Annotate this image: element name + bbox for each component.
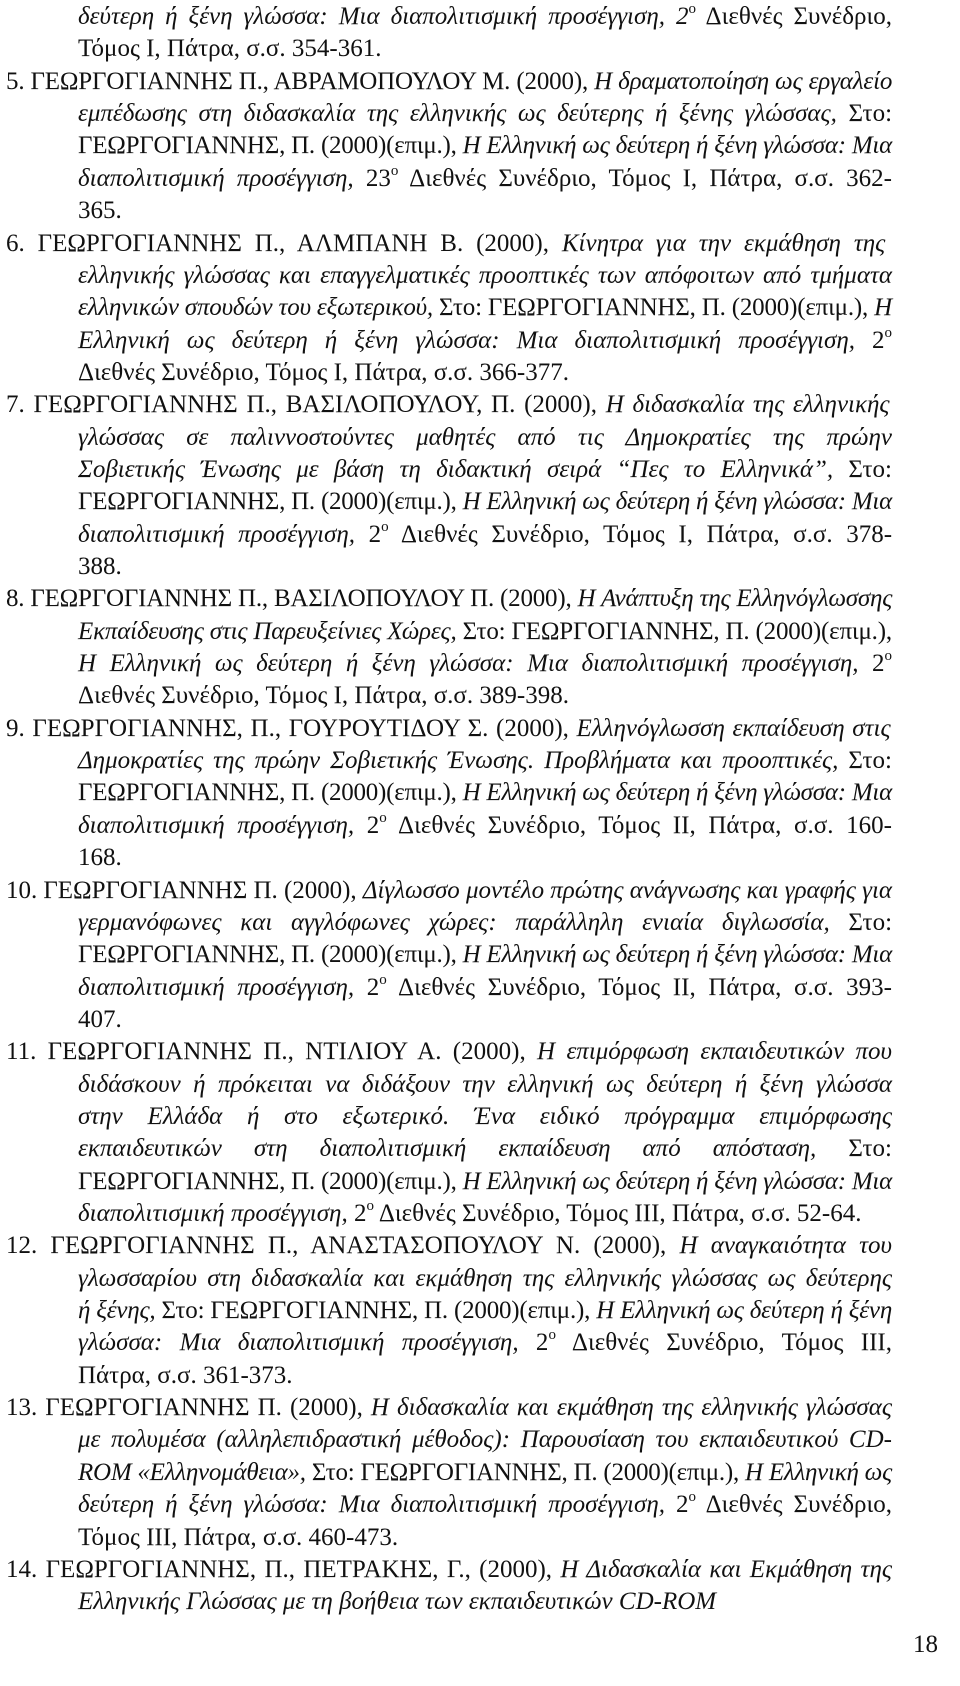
superscript: ο: [884, 324, 893, 341]
text-segment: Στο: ΓΕΩΡΓΟΓΙΑΝΝΗΣ, Π. (2000)(επιμ.),: [155, 1297, 597, 1324]
text-segment: 2: [355, 520, 382, 548]
italic-text: διαπολιτισμική προσέγγιση,: [78, 164, 354, 192]
text-line: [78, 2, 892, 32]
superscript: ο: [390, 162, 399, 179]
italic-text: Η επιμόρφωση εκπαιδευτικών που: [537, 1038, 893, 1066]
text-line: [78, 196, 122, 226]
italic-text: Η Ανάπτυξη της Ελληνόγλωσσης: [577, 585, 893, 613]
text-segment: Στο:: [816, 1135, 892, 1163]
text-segment: Τόμος ΙΙΙ, Πάτρα, σ.σ. 460-473.: [78, 1523, 399, 1551]
text-line: [78, 778, 892, 808]
superscript: ο: [548, 1327, 556, 1344]
superscript: ο: [379, 809, 387, 826]
text-line: [78, 649, 892, 679]
italic-text: δεύτερη ή ξένη γλώσσα: Μια διαπολιτισμική προσέγγιση,: [78, 1491, 665, 1519]
italic-text: ή ξένης,: [78, 1297, 156, 1324]
text-segment: Διεθνές Συνέδριο, Τόμος ΙΙ, Πάτρα, σ.σ. 160-: [386, 811, 892, 839]
italic-text: Δημοκρατίες της πρώην Σοβιετικής Ένωσης. Προβλήματα και προοπτικές,: [78, 747, 839, 775]
text-segment: Στο:: [829, 908, 893, 936]
text-segment: 12. ΓΕΩΡΓΟΓΙΑΝΝΗΣ Π., ΑΝΑΣΤΑΣΟΠΟΥΛΟΥ Ν. (2000),: [6, 1232, 680, 1260]
italic-text: Η Ελληνική ως δεύτερη ή ξένη γλώσσα: Μια: [462, 779, 892, 807]
text-segment: ΓΕΩΡΓΟΓΙΑΝΝΗΣ, Π. (2000)(επιμ.),: [78, 132, 463, 160]
italic-text: γλώσσα: Μια διαπολιτισμική προσέγγιση,: [78, 1329, 519, 1357]
text-line: [78, 1458, 892, 1488]
text-line: [78, 1167, 892, 1197]
italic-text: Η δραματοποίηση ως εργαλείο: [594, 67, 893, 95]
text-line: [6, 1393, 892, 1423]
text-segment: 6. ΓΕΩΡΓΟΓΙΑΝΝΗΣ Π., ΑΛΜΠΑΝΗ Β. (2000),: [6, 229, 562, 257]
text-line: [78, 131, 892, 161]
text-line: [6, 1037, 892, 1067]
superscript: ο: [381, 518, 389, 535]
text-segment: 365.: [78, 197, 122, 225]
text-line: [78, 293, 892, 323]
text-line: [78, 617, 892, 647]
text-segment: 407.: [78, 1005, 122, 1033]
text-line: [78, 326, 892, 356]
italic-text: ελληνικής γλώσσας και επαγγελματικές προοπτικές των απόφοιτων από τμήματα: [78, 261, 893, 289]
page-number: 18: [913, 1631, 938, 1658]
italic-text: Η Ελληνική ως δεύτερη ή ξένη γλώσσα: Μια διαπολιτισμική προσέγγιση,: [78, 650, 859, 677]
text-segment: Στο: ΓΕΩΡΓΟΓΙΑΝΝΗΣ, Π. (2000)(επιμ.),: [432, 294, 875, 322]
text-line: [6, 1231, 892, 1261]
text-segment: 388.: [78, 553, 122, 580]
text-segment: Στο:: [833, 455, 892, 483]
italic-text: εκπαιδευτικών στη διαπολιτισμική εκπαίδευση από απόσταση,: [78, 1135, 817, 1163]
text-line: [78, 1070, 892, 1100]
text-line: [78, 1199, 861, 1229]
text-line: [78, 423, 892, 453]
text-line: [78, 1490, 892, 1520]
superscript: ο: [688, 1, 696, 17]
text-segment: ΓΕΩΡΓΟΓΙΑΝΝΗΣ, Π. (2000)(επιμ.),: [78, 1167, 463, 1195]
text-segment: 8. ΓΕΩΡΓΟΓΙΑΝΝΗΣ Π., ΒΑΣΙΛΟΠΟΥΛΟΥ Π. (2000),: [6, 585, 578, 613]
italic-text: γλώσσας σε παλιννοστούντες μαθητές από τις Δημοκρατίες της πρώην: [78, 423, 892, 451]
italic-text: Η διδασκαλία της ελληνικής: [605, 391, 890, 419]
italic-text: με πολυμέσα (αλληλεπιδραστική μέθοδος): Παρουσίαση του εκπαιδευτικού CD-: [78, 1426, 892, 1454]
italic-text: Εκπαίδευσης στις Παρευξείνιες Χώρες,: [78, 617, 457, 645]
text-segment: 2: [854, 326, 885, 354]
italic-text: Η Ελληνική ως δεύτερη ή ξένη γλώσσα: Μια: [462, 1167, 892, 1195]
text-line: [6, 229, 885, 259]
italic-text: δεύτερη ή ξένη γλώσσα: Μια διαπολιτισμική προσέγγιση, 2: [78, 3, 689, 30]
text-segment: ΓΕΩΡΓΟΓΙΑΝΝΗΣ, Π. (2000)(επιμ.),: [78, 941, 463, 969]
text-line: [78, 908, 892, 938]
text-segment: Στο:: [838, 747, 892, 775]
superscript: ο: [884, 648, 893, 664]
text-segment: 2: [347, 1200, 367, 1227]
italic-text: διδάσκουν ή πρόκειται να διδάξουν την ελληνική ως δεύτερη ή ξένη γλώσσα: [78, 1070, 893, 1098]
text-line: [78, 1361, 293, 1391]
superscript: ο: [688, 1489, 696, 1506]
text-line: [78, 1587, 716, 1617]
text-line: [78, 681, 569, 711]
text-segment: Πάτρα, σ.σ. 361-373.: [78, 1361, 293, 1389]
text-line: [78, 164, 892, 194]
italic-text: Ελληνική ως δεύτερη ή ξένη γλώσσα: Μια διαπολιτισμική προσέγγιση,: [78, 326, 855, 354]
italic-text: ελληνικών σπουδών του εξωτερικού,: [78, 294, 433, 322]
text-segment: 11. ΓΕΩΡΓΟΓΙΑΝΝΗΣ Π., ΝΤΙΛΙΟΥ Α. (2000),: [6, 1038, 538, 1066]
text-line: [78, 552, 122, 582]
italic-text: γλωσσαρίου στη διδασκαλία και εκμάθηση της ελληνικής γλώσσας ως δεύτερης: [78, 1264, 893, 1292]
text-line: [78, 487, 892, 517]
text-segment: 13. ΓΕΩΡΓΟΓΙΑΝΝΗΣ Π. (2000),: [6, 1394, 371, 1421]
text-segment: Διεθνές Συνέδριο,: [695, 1491, 892, 1519]
italic-text: Η Ελληνική ως δεύτερη ή ξένη: [596, 1297, 893, 1324]
text-line: [78, 358, 569, 388]
italic-text: διαπολιτισμική προσέγγιση,: [78, 520, 356, 548]
text-segment: 2: [858, 650, 885, 677]
italic-text: Η αναγκαιότητα του: [679, 1232, 892, 1260]
text-segment: Διεθνές Συνέδριο, Τόμος ΙΙΙ, Πάτρα, σ.σ. 52-64.: [373, 1200, 862, 1227]
superscript: ο: [366, 1198, 374, 1214]
text-line: [78, 1523, 398, 1553]
text-line: [78, 1005, 122, 1035]
italic-text: Η Διδασκαλία και Εκμάθηση της: [560, 1555, 892, 1583]
text-segment: 2: [354, 973, 380, 1001]
italic-text: Δίγλωσσο μοντέλο πρώτης ανάγνωσης και γραφής για: [362, 876, 892, 904]
text-segment: 5. ΓΕΩΡΓΟΓΙΑΝΝΗΣ Π., ΑΒΡΑΜΟΠΟΥΛΟΥ Μ. (2000),: [6, 67, 595, 95]
italic-text: Η Ελληνική ως δεύτερη ή ξένη γλώσσα: Μια: [462, 132, 892, 160]
text-segment: 2: [354, 811, 380, 839]
italic-text: Κίνητρα για την εκμάθηση της: [561, 229, 886, 257]
text-segment: Διεθνές Συνέδριο, Τόμος ΙΙ, Πάτρα, σ.σ. 393-: [386, 973, 892, 1001]
italic-text: εμπέδωσης στη διδασκαλία της ελληνικής ως δεύτερης ή ξένης γλώσσας,: [78, 100, 837, 128]
italic-text: Η Ελληνική ως: [745, 1458, 892, 1486]
italic-text: διαπολιτισμική προσέγγιση,: [78, 811, 355, 839]
text-segment: ΓΕΩΡΓΟΓΙΑΝΝΗΣ, Π. (2000)(επιμ.),: [78, 779, 463, 807]
italic-text: Η Ελληνική ως δεύτερη ή ξένη γλώσσα: Μια: [462, 941, 892, 969]
text-segment: 14. ΓΕΩΡΓΟΓΙΑΝΝΗΣ, Π., ΠΕΤΡΑΚΗΣ, Γ., (2000),: [6, 1555, 561, 1583]
text-line: [6, 390, 890, 420]
italic-text: Η διδασκαλία και εκμάθηση της ελληνικής γλώσσας: [370, 1394, 892, 1421]
text-segment: Διεθνές Συνέδριο, Τόμος Ι, Πάτρα, σ.σ. 389-398.: [78, 682, 569, 710]
italic-text: Σοβιετικής Ένωσης με βάση τη διδακτική σειρά “Πες το Ελληνικά”,: [78, 455, 834, 483]
text-line: [6, 1555, 892, 1585]
text-segment: Διεθνές Συνέδριο,: [695, 3, 892, 30]
text-line: [6, 67, 892, 97]
text-line: [78, 746, 892, 776]
text-segment: Στο: ΓΕΩΡΓΟΓΙΑΝΝΗΣ, Π. (2000)(επιμ.),: [456, 617, 892, 645]
italic-text: Ελληνικής Γλώσσας με τη βοήθεια των εκπαιδευτικών CD-ROM: [78, 1588, 717, 1616]
text-segment: 7. ΓΕΩΡΓΟΓΙΑΝΝΗΣ Π., ΒΑΣΙΛΟΠΟΥΛΟΥ, Π. (2000),: [6, 391, 606, 419]
text-segment: 2: [665, 1491, 689, 1519]
text-line: [78, 1264, 892, 1294]
text-line: [78, 1296, 892, 1326]
text-line: [6, 876, 892, 906]
text-line: [78, 811, 892, 841]
text-line: [78, 1102, 892, 1132]
italic-text: διαπολιτισμική προσέγγιση,: [78, 973, 355, 1001]
text-line: [78, 520, 892, 550]
italic-text: στην Ελλάδα ή στο εξωτερικό. Ένα ειδικό πρόγραμμα επιμόρφωσης: [78, 1102, 892, 1130]
text-segment: 9. ΓΕΩΡΓΟΓΙΑΝΝΗΣ, Π., ΓΟΥΡΟΥΤΙΔΟΥ Σ. (2000),: [6, 714, 577, 742]
italic-text: ROM «Ελληνομάθεια»,: [78, 1458, 306, 1486]
text-line: [6, 584, 892, 614]
italic-text: Η Ελληνική ως δεύτερη ή ξένη γλώσσα: Μια: [462, 488, 892, 516]
text-segment: 2: [518, 1329, 549, 1357]
italic-text: Ελληνόγλωσση εκπαίδευση στις: [576, 714, 891, 742]
text-segment: Διεθνές Συνέδριο, Τόμος ΙΙΙ,: [555, 1329, 892, 1357]
text-line: [78, 99, 892, 129]
italic-text: γερμανόφωνες και αγγλόφωνες χώρες: παράλληλη ενιαία διγλωσσία,: [78, 908, 830, 936]
text-line: [78, 34, 381, 64]
text-line: [78, 261, 892, 291]
text-line: [78, 1425, 892, 1455]
text-segment: Στο: ΓΕΩΡΓΟΓΙΑΝΝΗΣ, Π. (2000)(επιμ.),: [305, 1458, 746, 1486]
text-line: [78, 1328, 892, 1358]
text-line: [78, 973, 892, 1003]
text-segment: Τόμος Ι, Πάτρα, σ.σ. 354-361.: [78, 35, 382, 63]
text-segment: 23: [353, 164, 391, 192]
superscript: ο: [379, 971, 387, 988]
text-segment: ΓΕΩΡΓΟΓΙΑΝΝΗΣ, Π. (2000)(επιμ.),: [78, 488, 463, 516]
text-segment: Διεθνές Συνέδριο, Τόμος Ι, Πάτρα, σ.σ. 378-: [388, 520, 893, 548]
text-line: [6, 714, 891, 744]
text-line: [78, 1134, 892, 1164]
text-segment: 10. ΓΕΩΡΓΟΓΙΑΝΝΗΣ Π. (2000),: [6, 876, 363, 904]
text-line: [78, 455, 892, 485]
text-segment: Διεθνές Συνέδριο, Τόμος Ι, Πάτρα, σ.σ. 362-: [398, 164, 893, 192]
text-line: [78, 940, 892, 970]
text-line: [78, 843, 122, 873]
text-segment: Στο:: [836, 100, 893, 128]
text-segment: Διεθνές Συνέδριο, Τόμος Ι, Πάτρα, σ.σ. 366-377.: [78, 358, 569, 386]
italic-text: διαπολιτισμική προσέγγιση,: [78, 1200, 348, 1227]
italic-text: Η: [874, 294, 893, 322]
text-segment: 168.: [78, 844, 122, 872]
